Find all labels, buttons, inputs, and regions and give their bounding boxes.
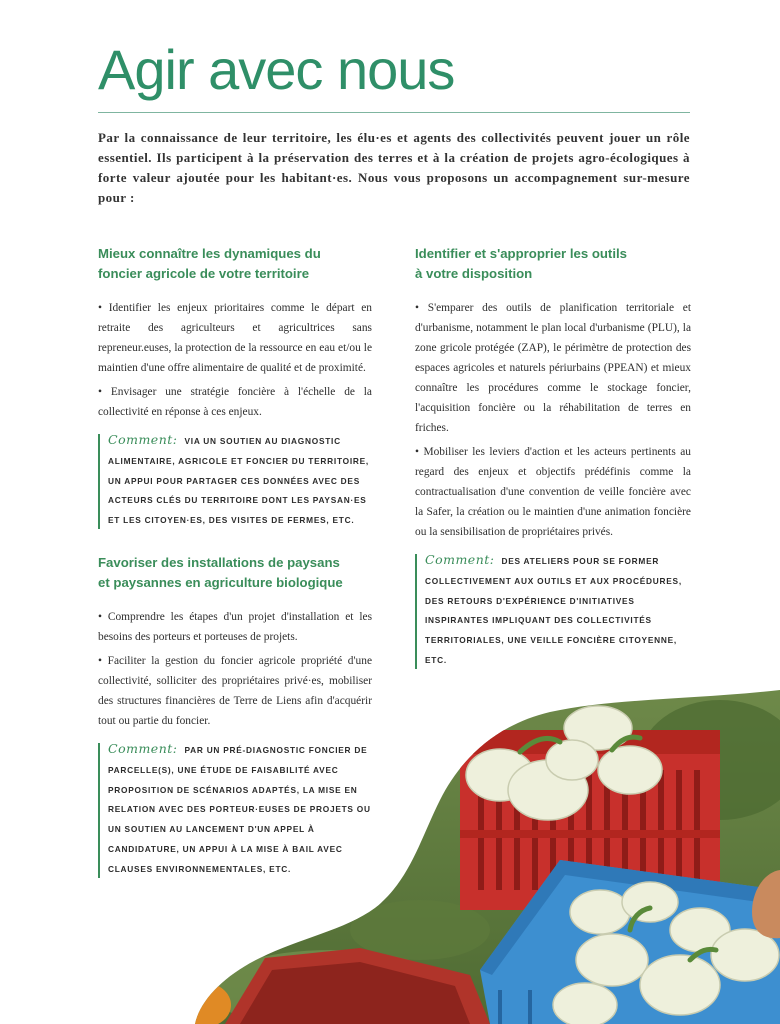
section-installations (98, 553, 372, 880)
section-title-line: Mieux connaître les dynamiques du (98, 246, 321, 261)
bullet-point: • Faciliter la gestion du foncier agricole propriété d'une collectivité, solliciter des propriétaires privé·es, mobiliser des structures financières de Terre de Liens afin d'acquérir tout ou partie du foncier. (98, 654, 372, 727)
section-title-line: et paysannes en agriculture biologique (98, 574, 343, 590)
bullet-point: • Identifier les enjeux prioritaires comme le départ en retraite des agriculteurs et agricultrices sans repreneur.euses, la protection de la ressource en eau et/ou le maintien d'une offre alimentaire de qualité et de proximité. (98, 302, 372, 374)
title-divider (98, 112, 690, 113)
comment-text: PAR UN PRÉ-DIAGNOSTIC FONCIER DE PARCELLE(S), UNE ÉTUDE DE FAISABILITÉ AVEC PROPOSITION DE SCÉNARIOS ADAPTÉS, LA MISE EN RELATION AVEC DES PORTEUR·EUSES DE PROJETS OU UN SOUTIEN AU LANCEMENT D'UN APPEL À CANDIDATURE, UN APPUI À LA MISE À BAIL AVEC CLAUSES ENVIRONNEMENTALES, ETC. (108, 744, 371, 874)
section-dynamics (98, 244, 372, 531)
comment-text: DES ATELIERS POUR SE FORMER COLLECTIVEMENT AUX OUTILS ET AUX PROCÉDURES, DES RETOURS D'EXPÉRIENCE D'INITIATIVES INSPIRANTES IMPLIQUANT DES COLLECTIVITÉS TERRITORIALES, UNE VEILLE FONCIÈRE CITOYENNE, ETC. (425, 556, 682, 665)
section-title-tools (415, 244, 691, 284)
intro-paragraph: Par la connaissance de leur territoire, les élu·es et agents des collectivités peuvent jouer un rôle essentiel. Ils participent à la préservation des terres et à la création de projets agro-écologiques à forte valeur ajoutée pour les habitant·es. Nous vous proposons un accompagnement sur-mesure pour : (98, 130, 690, 205)
section-title-line: à votre disposition (415, 266, 533, 281)
comment-text: VIA UN SOUTIEN AU DIAGNOSTIC ALIMENTAIRE, AGRICOLE ET FONCIER DU TERRITOIRE, UN APPUI POUR PARTAGER CES DONNÉES AVEC DES ACTEURS CLÉS DU TERRITOIRE DONT LES PAYSAN·ES ET LES CITOYEN·ES, DES VISITES DE FERMES, ETC. (108, 436, 369, 526)
left-column (98, 244, 372, 880)
page-title: Agir avec nous (98, 38, 455, 101)
bullet-point: • Comprendre les étapes d'un projet d'installation et les besoins des porteurs et porteuses de projets. (98, 610, 372, 643)
comment-box (98, 739, 372, 880)
right-column (415, 244, 691, 671)
comment-label: Comment: (425, 552, 495, 567)
section-title-line: foncier agricole de votre territoire (98, 266, 310, 281)
section-title-line: Identifier et s'approprier les outils (415, 246, 627, 261)
comment-box (98, 430, 372, 531)
comment-label: Comment: (108, 740, 178, 756)
comment-label: Comment: (108, 432, 178, 447)
section-tools (415, 244, 691, 671)
section-title-installations (98, 553, 372, 593)
bullet-point: • S'emparer des outils de planification territoriale et d'urbanisme, notamment le plan local d'urbanisme (PLU), la zone gricole protégée (ZAP), le périmètre de protection des espaces agricoles et naturels périurbains (PPEAN) et mieux connaître les procédures comme le stockage foncier, l'acquisition foncière ou la réhabilitation de terres en friches. (415, 302, 691, 434)
bullet-point: • Mobiliser les leviers d'action et les acteurs pertinents au regard des enjeux et objectifs prédéfinis comme la contractualisation d'une convention de veille foncière avec la Safer, la création ou le maintien d'une animation foncière ou la sensibilisation de propriétaires privés. (415, 446, 691, 538)
bullet-point: • Envisager une stratégie foncière à l'échelle de la collectivité en réponse à ces enjeux. (98, 386, 372, 418)
section-title-line: Favoriser des installations de paysans (98, 554, 340, 570)
comment-box (415, 550, 691, 671)
section-title-dynamics (98, 244, 372, 284)
